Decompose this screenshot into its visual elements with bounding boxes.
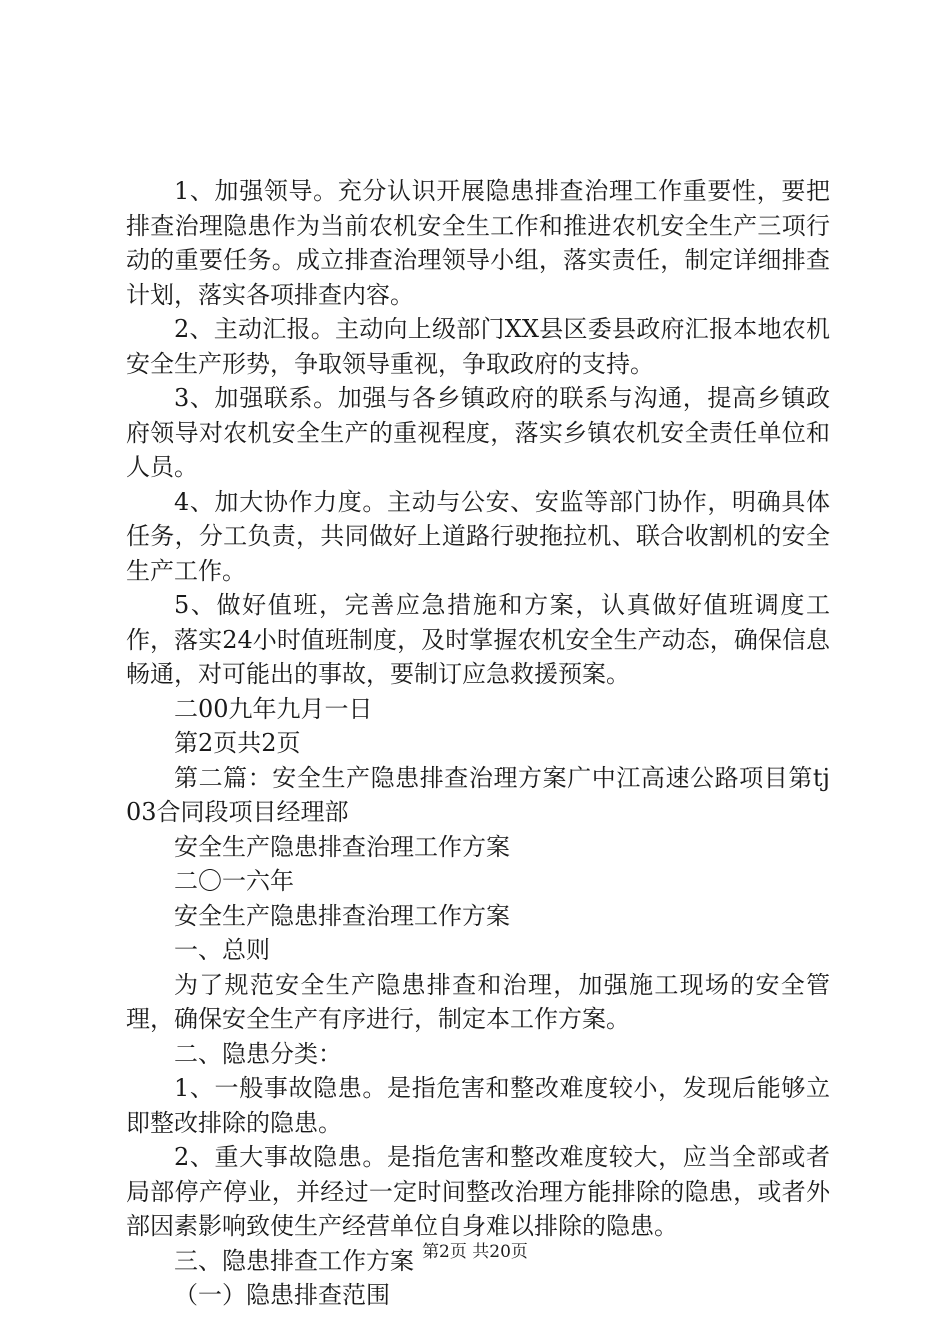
paragraph-strengthen-contact: 3、加强联系。加强与各乡镇政府的联系与沟通，提高乡镇政府领导对农机安全生产的重视程度，落实乡镇农机安全责任单位和人员。: [126, 384, 830, 481]
paragraph-purpose: 为了规范安全生产隐患排查和治理，加强施工现场的安全管理，确保安全生产有序进行，制定本工作方案。: [126, 970, 830, 1033]
document-body: [126, 174, 830, 1313]
heading-hazard-classification: 二、隐患分类：: [174, 1039, 342, 1068]
heading-general-provisions: 一、总则: [174, 936, 270, 964]
paragraph-year: 二〇一六年: [174, 867, 294, 895]
paragraph-plan-title-repeat: 安全生产隐患排查治理工作方案: [174, 901, 510, 930]
paragraph-active-report: 2、主动汇报。主动向上级部门XX县区委县政府汇报本地农机安全生产形势，争取领导重视，争取政府的支持。: [126, 315, 830, 378]
heading-inspection-scope: （一）隐患排查范围: [174, 1281, 390, 1309]
paragraph-plan-title: 安全生产隐患排查治理工作方案: [174, 832, 510, 861]
heading-inspection-plan: 三、隐患排查工作方案: [174, 1246, 414, 1275]
paragraph-strengthen-leadership: 1、加强领导。充分认识开展隐患排查治理工作重要性，要把排查治理隐患作为当前农机安全生工作和推进农机安全生产三项行动的重要任务。成立排查治理领导小组，落实责任，制定详细排查计划，落实各项排查内容。: [126, 177, 830, 309]
paragraph-duty-shift: 5、做好值班，完善应急措施和方案，认真做好值班调度工作，落实24小时值班制度，及时掌握农机安全生产动态，确保信息畅通，对可能出的事故，要制订应急救援预案。: [126, 591, 830, 688]
paragraph-section-two-title: 第二篇：安全生产隐患排查治理方案广中江高速公路项目第tj03合同段项目经理部: [126, 763, 830, 826]
paragraph-date: 二00九年九月一日: [174, 694, 373, 723]
page-footer: 第2页 共20页: [422, 1242, 528, 1262]
paragraph-major-hazard: 2、重大事故隐患。是指危害和整改难度较大，应当全部或者局部停产停业，并经过一定时间整改治理方能排除的隐患，或者外部因素影响致使生产经营单位自身难以排除的隐患。: [126, 1143, 830, 1240]
paragraph-inner-page-note: 第2页共2页: [174, 729, 301, 757]
paragraph-cooperation: 4、加大协作力度。主动与公安、安监等部门协作，明确具体任务，分工负责，共同做好上道路行驶拖拉机、联合收割机的安全生产工作。: [126, 487, 830, 585]
paragraph-general-hazard: 1、一般事故隐患。是指危害和整改难度较小，发现后能够立即整改排除的隐患。: [126, 1074, 830, 1137]
